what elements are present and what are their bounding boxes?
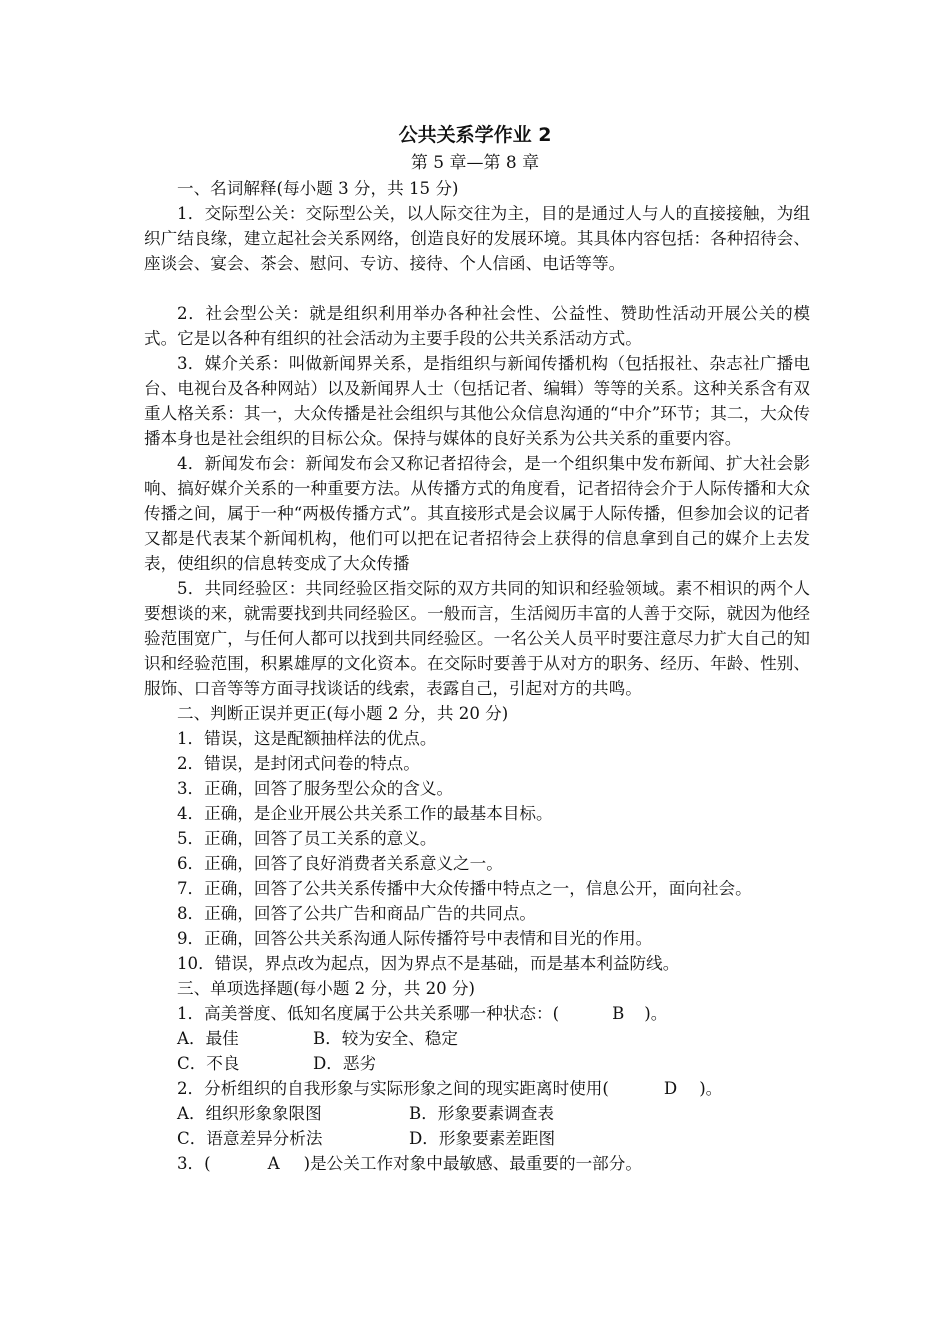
question-2-stem-after: )。 — [699, 1079, 723, 1098]
question-2-stem — [144, 1076, 810, 1101]
term-item-3: 3．媒介关系：叫做新闻界关系，是指组织与新闻传播机构（包括报社、杂志社广播电台、电视台及各种网站）以及新闻界人士（包括记者、编辑）等等的关系。这种关系含有双重人格关系：其一，大众传播是社会组织与其他公众信息沟通的“中介”环节；其二，大众传播本身也是社会组织的目标公众。保持与媒体的良好关系为公共关系的重要内容。 — [144, 354, 810, 448]
question-1-answer: B — [612, 1004, 625, 1023]
question-1-options-row-2 — [144, 1051, 810, 1076]
term-item-1: 1．交际型公关：交际型公关，以人际交往为主，目的是通过人与人的直接接触，为组织广结良缘，建立起社会关系网络，创造良好的发展环境。其具体内容包括：各种招待会、座谈会、宴会、茶会、慰问、专访、接待、个人信函、电话等等。 — [144, 204, 810, 273]
question-1-stem-after: )。 — [644, 1004, 668, 1023]
section-heading-2: 二、判断正误并更正(每小题 2 分，共 20 分) — [177, 704, 509, 723]
paragraph-spacer — [144, 276, 810, 301]
judgement-item-1: 1．错误，这是配额抽样法的优点。 — [177, 729, 437, 748]
question-2-option-c: C．语意差异分析法 — [177, 1129, 323, 1148]
question-2-option-a: A．组织形象象限图 — [177, 1104, 322, 1123]
question-1-stem-before: 1．高美誉度、低知名度属于公共关系哪一种状态：( — [177, 1004, 560, 1023]
document-body — [144, 176, 810, 1176]
question-3-answer: A — [267, 1154, 280, 1173]
section-heading-1: 一、名词解释(每小题 3 分，共 15 分) — [177, 179, 459, 198]
judgement-item-10: 10．错误，界点改为起点，因为界点不是基础，而是基本利益防线。 — [177, 954, 680, 973]
page-title: 公共关系学作业 2 — [398, 124, 552, 146]
term-item-2: 2．社会型公关：就是组织利用举办各种社会性、公益性、赞助性活动开展公关的模式。它是以各种有组织的社会活动为主要手段的公共关系活动方式。 — [144, 304, 810, 348]
judgement-item-4: 4．正确，是企业开展公共关系工作的最基本目标。 — [177, 804, 553, 823]
judgement-item-9: 9．正确，回答公共关系沟通人际传播符号中表情和目光的作用。 — [177, 929, 653, 948]
question-2-stem-before: 2．分析组织的自我形象与实际形象之间的现实距离时使用( — [177, 1079, 609, 1098]
question-2-options-row-1 — [144, 1101, 810, 1126]
question-3-stem-before: 3．( — [177, 1154, 211, 1173]
section-heading-3: 三、单项选择题(每小题 2 分，共 20 分) — [177, 979, 476, 998]
question-1-option-d: D．恶劣 — [313, 1054, 377, 1073]
question-2-option-b: B．形象要素调查表 — [409, 1104, 554, 1123]
question-2-options-row-2 — [144, 1126, 810, 1151]
judgement-item-7: 7．正确，回答了公共关系传播中大众传播中特点之一，信息公开，面向社会。 — [177, 879, 752, 898]
question-1-stem — [144, 1001, 810, 1026]
question-1-options-row-1 — [144, 1026, 810, 1051]
judgement-item-5: 5．正确，回答了员工关系的意义。 — [177, 829, 437, 848]
judgement-item-2: 2．错误，是封闭式问卷的特点。 — [177, 754, 420, 773]
question-3-stem — [144, 1151, 810, 1176]
question-1-option-b: B．较为安全、稳定 — [313, 1029, 458, 1048]
question-3-stem-after: )是公关工作对象中最敏感、最重要的一部分。 — [303, 1154, 642, 1173]
question-2-option-d: D．形象要素差距图 — [409, 1129, 556, 1148]
question-2-answer: D — [663, 1079, 678, 1098]
judgement-item-6: 6．正确，回答了良好消费者关系意义之一。 — [177, 854, 503, 873]
question-1-option-c: C．不良 — [177, 1054, 240, 1073]
page-subtitle: 第 5 章—第 8 章 — [410, 153, 540, 173]
term-item-4: 4．新闻发布会：新闻发布会又称记者招待会，是一个组织集中发布新闻、扩大社会影响、搞好媒介关系的一种重要方法。从传播方式的角度看，记者招待会介于人际传播和大众传播之间，属于一种“两极传播方式”。其直接形式是会议属于人际传播，但参加会议的记者又都是代表某个新闻机构，他们可以把在记者招待会上获得的信息拿到自己的媒介上去发表，使组织的信息转变成了大众传播 — [144, 454, 810, 573]
term-item-5: 5．共同经验区：共同经验区指交际的双方共同的知识和经验领域。素不相识的两个人要想谈的来，就需要找到共同经验区。一般而言，生活阅历丰富的人善于交际，就因为他经验范围宽广，与任何人都可以找到共同经验区。一名公关人员平时要注意尽力扩大自己的知识和经验范围，积累雄厚的文化资本。在交际时要善于从对方的职务、经历、年龄、性别、服饰、口音等等方面寻找谈话的线索，表露自己，引起对方的共鸣。 — [144, 579, 810, 698]
judgement-item-3: 3．正确，回答了服务型公众的含义。 — [177, 779, 454, 798]
question-1-option-a: A．最佳 — [177, 1029, 239, 1048]
judgement-item-8: 8．正确，回答了公共广告和商品广告的共同点。 — [177, 904, 537, 923]
